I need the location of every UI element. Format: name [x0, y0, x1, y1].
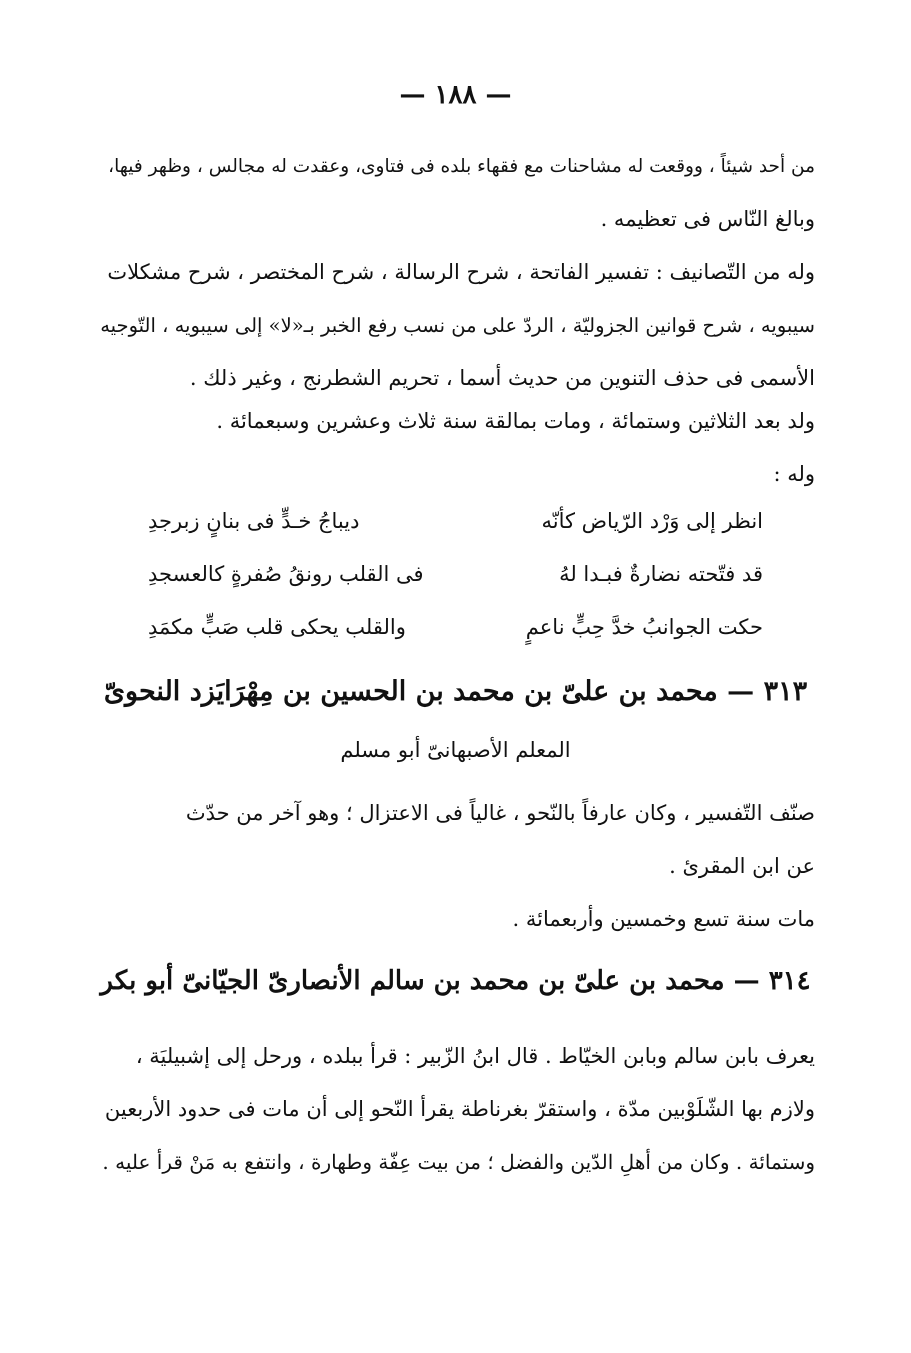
verse-intro: وله : [773, 462, 815, 486]
entry-314-paragraph [96, 1030, 815, 1189]
hemistich-first: انظر إلى وَرْد الرّياض كأنّه [541, 509, 763, 533]
hemistich-first: قد فتّحته نضارةٌ فبـدا لهُ [559, 562, 763, 586]
text-line: يعرف بابن سالم وبابن الخيّاط . قال ابنُ الزّبير : قرأ ببلده ، ورحل إلى إشبيليَة ، [135, 1044, 815, 1068]
hemistich-second: ديباجُ خـدٍّ فى بنانٍ زبرجدِ [148, 509, 360, 533]
text-line: وله من التّصانيف : تفسير الفاتحة ، شرح الرسالة ، شرح المختصر ، شرح مشكلات [107, 260, 815, 284]
continuation-paragraph [96, 140, 815, 246]
poem-verse [148, 548, 763, 601]
text-line: عن ابن المقرئ . [669, 854, 815, 878]
text-line: وستمائة . وكان من أهلِ الدّين والفضل ؛ من بيت عِفّة وطهارة ، وانتفع به مَنْ قرأ عليه . [102, 1150, 815, 1174]
hemistich-first: حكت الجوانبُ خدَّ حِبٍّ ناعمٍ [525, 615, 763, 639]
entry-314-heading: ٣١٤ — محمد بن علىّ بن محمد بن سالم الأنصارىّ الجيّانىّ أبو بكر [100, 966, 811, 996]
entry-313-subheading: المعلم الأصبهانىّ أبو مسلم [340, 738, 571, 762]
text-line: من أحد شيئاً ، ووقعت له مشاحنات مع فقهاء بلده فى فتاوى، وعقدت له مجالس ، وظهر فيها، [108, 156, 815, 177]
text-line: صنّف التّفسير ، وكان عارفاً بالنّحو ، غالياً فى الاعتزال ؛ وهو آخر من حدّث [185, 801, 815, 825]
hemistich-second: فى القلب رونقُ صُفرةٍ كالعسجدِ [148, 562, 424, 586]
text-line: ولد بعد الثلاثين وستمائة ، ومات بمالقة سنة ثلاث وعشرين وسبعمائة . [216, 409, 815, 433]
birth-death-paragraph [96, 395, 815, 501]
poem-verse [148, 601, 763, 654]
poem [148, 495, 763, 654]
text-line: وبالغ النّاس فى تعظيمه . [600, 207, 815, 231]
text-line: مات سنة تسع وخمسين وأربعمائة . [512, 907, 815, 931]
entry-313-paragraph [96, 787, 815, 946]
page-number: — ١٨٨ — [399, 80, 512, 110]
poem-verse [148, 495, 763, 548]
text-line: سيبويه ، شرح قوانين الجزوليّة ، الردّ على من نسب رفع الخبر بـ«لا» إلى سيبويه ، التّوجيه [100, 314, 815, 337]
works-paragraph [96, 246, 815, 405]
text-line: ولازم بها الشّلَوْبين مدّة ، واستقرّ بغرناطة يقرأ النّحو إلى أن مات فى حدود الأربعين [104, 1097, 815, 1121]
entry-313-heading: ٣١٣ — محمد بن علىّ بن محمد بن الحسين بن مِهْرَايَزد النحوىّ [103, 676, 808, 707]
text-line: الأسمى فى حذف التنوين من حديث أسما ، تحريم الشطرنج ، وغير ذلك . [189, 366, 815, 390]
hemistich-second: والقلب يحكى قلب صَبٍّ مكمَدِ [148, 615, 406, 639]
